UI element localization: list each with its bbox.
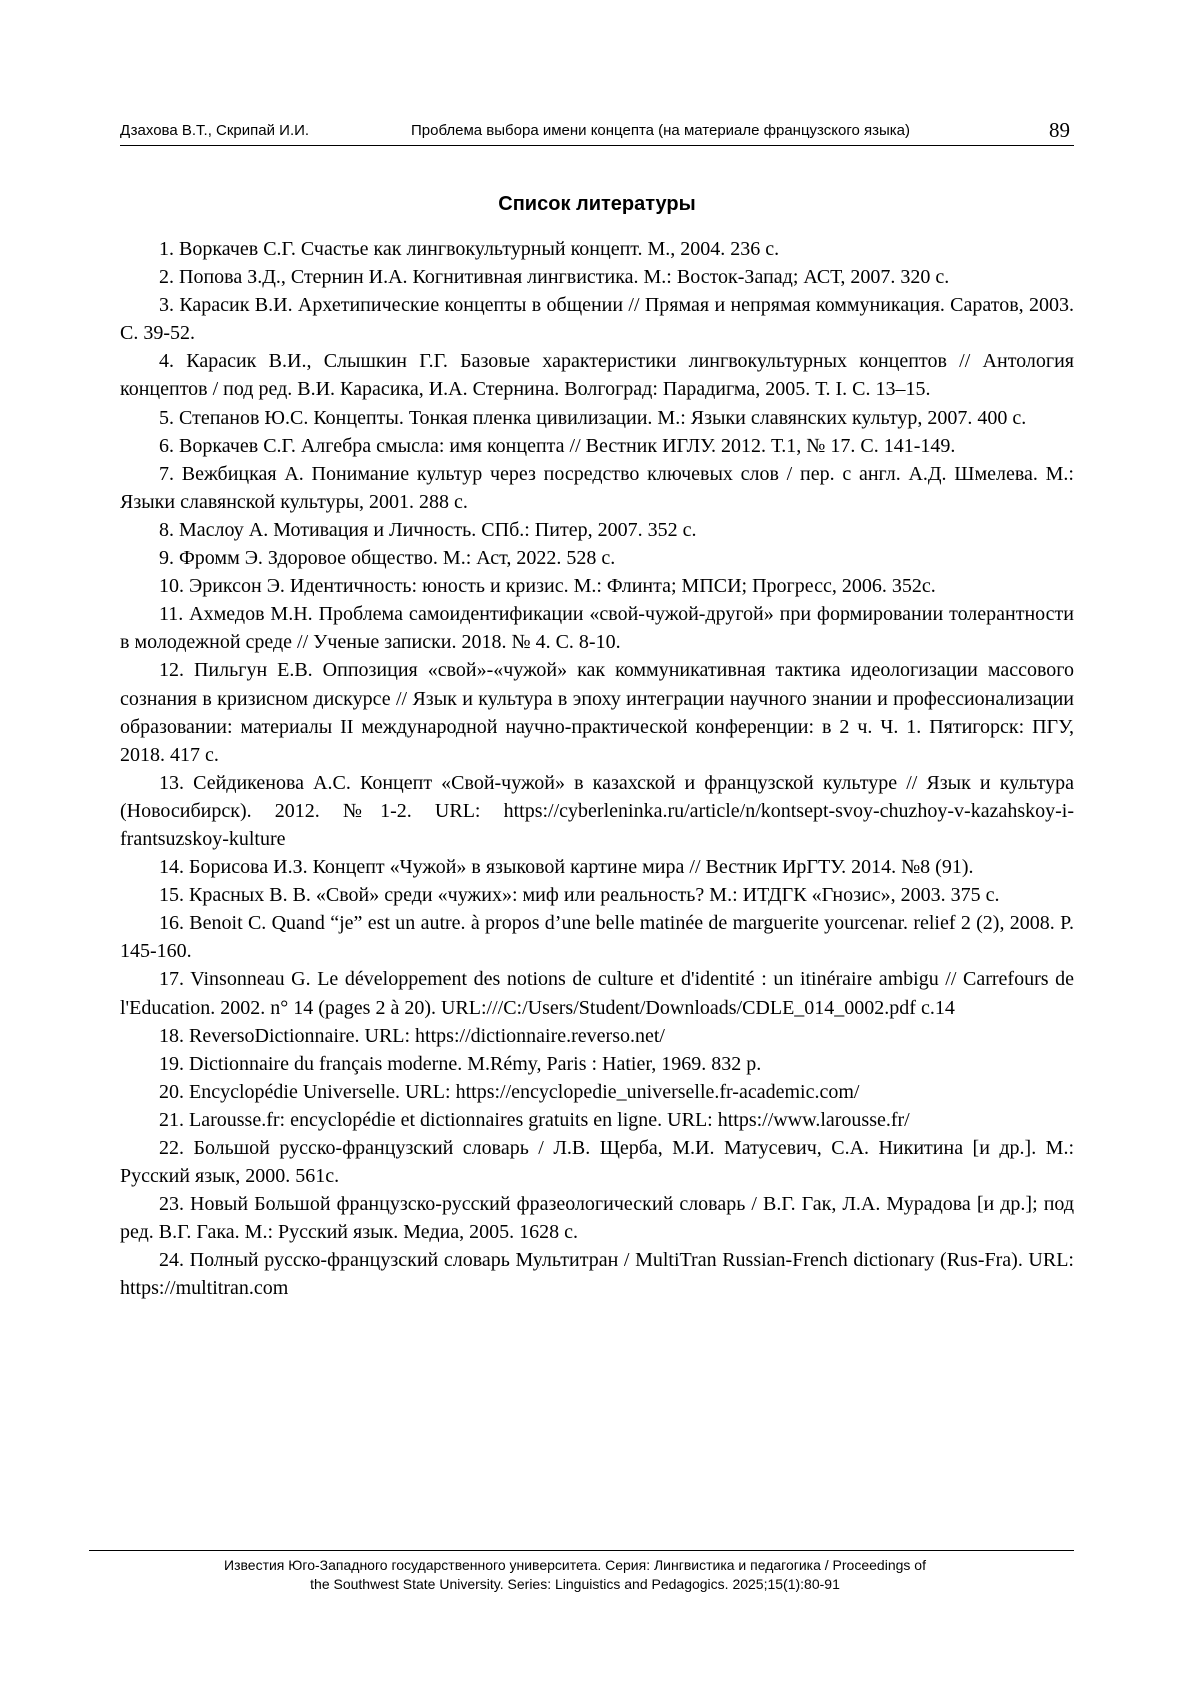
reference-item: 13. Сейдикенова А.С. Концепт «Свой-чужой» в казахской и французской культуре // Язык и культура (Новосибирск). 2012. №1-2. URL: https://cyberleninka.ru/article/n/kontsept-svoy-chuzhoy-v-kazahskoy-i-frantsuzskoy-kulture — [120, 771, 1074, 850]
reference-item: 11. Ахмедов М.Н. Проблема самоидентификации «свой-чужой-другой» при формировании толерантности в молодежной среде // Ученые записки. 2018. № 4. С. 8-10. — [120, 603, 1074, 654]
reference-list — [120, 235, 1074, 1303]
reference-item: 10. Эриксон Э. Идентичность: юность и кризис. М.: Флинта; МПСИ; Прогресс, 2006. 352с. — [159, 575, 936, 598]
footer-divider — [89, 1550, 1074, 1551]
reference-item: 3. Карасик В.И. Архетипические концепты в общении // Прямая и непрямая коммуникация. Саратов, 2003. С. 39-52. — [120, 294, 1074, 345]
reference-item: 24. Полный русско-французский словарь Мультитран / MultiTran Russian-French dictionary (Rus-Fra). URL: https://multitran.com — [120, 1249, 1074, 1300]
reference-item: 17. Vinsonneau G. Le développement des notions de culture et d'identité : un itinéraire ambigu // Carrefours de l'Education. 2002. n° 14 (pages 2 à 20). URL:///C:/Users/Student/​Downloads/CDLE_014_0002.pdf c.14 — [120, 968, 1074, 1019]
reference-item: 21. Larousse.fr: encyclopédie et dictionnaires gratuits en ligne. URL: https://www.larousse.fr/ — [159, 1108, 910, 1131]
reference-item: 19. Dictionnaire du français moderne. M.Rémy, Paris : Hatier, 1969. 832 p. — [159, 1052, 762, 1075]
reference-item: 23. Новый Большой французско-русский фразеологический словарь / В.Г. Гак, Л.А. Мурадова [и др.]; под ред. В.Г. Гака. М.: Русский язык. Медиа, 2005. 1628 с. — [120, 1193, 1074, 1244]
reference-item: 5. Степанов Ю.С. Концепты. Тонкая пленка цивилизации. М.: Языки славянских культур, 2007. 400 с. — [159, 406, 1027, 429]
reference-item: 16. Benoit C. Quand “je” est un autre. à propos d’une belle matinée de marguerite yourcenar. relief 2 (2), 2008. P. 145-160. — [120, 912, 1074, 963]
header-divider — [120, 145, 1074, 146]
reference-item: 20. Encyclopédie Universelle. URL: https://encyclopedie_universelle.fr-academic.com/ — [159, 1080, 860, 1103]
reference-item: 4. Карасик В.И., Слышкин Г.Г. Базовые характеристики лингвокультурных концептов // Антология концептов / под ред. В.И. Карасика, И.А. Стернина. Волгоград: Парадигма, 2005. Т. I. С. 13–15. — [120, 350, 1074, 401]
reference-item: 1. Воркачев С.Г. Счастье как лингвокультурный концепт. М., 2004. 236 с. — [159, 238, 780, 260]
reference-item: 18. ReversoDictionnaire. URL: https://dictionnaire.reverso.net/ — [159, 1024, 665, 1047]
reference-item: 9. Фромм Э. Здоровое общество. М.: Аст, 2022. 528 с. — [159, 547, 616, 570]
reference-item: 15. Красных В. В. «Свой» среди «чужих»: миф или реальность? М.: ИТДГК «Гнозис», 2003. 375 с. — [159, 884, 1000, 907]
reference-item: 2. Попова З.Д., Стернин И.А. Когнитивная лингвистика. М.: Восток-Запад; АСТ, 2007. 320 с. — [159, 266, 950, 289]
header-authors: Дзахова В.Т., Скрипай И.И. — [120, 122, 310, 139]
reference-item: 7. Вежбицкая А. Понимание культур через посредство ключевых слов / пер. с англ. А.Д. Шмелева. М.: Языки славянской культуры, 2001. 288 с. — [120, 462, 1074, 513]
journal-footer — [100, 1556, 1050, 1594]
page-number: 89 — [1049, 118, 1070, 142]
footer-line-1: Известия Юго-Западного государственного университета. Серия: Лингвистика и педагогика / Proceedings of — [224, 1557, 926, 1573]
reference-item: 22. Большой русско-французский словарь / Л.В. Щерба, М.И. Матусевич, С.А. Никитина [и др.]. М.: Русский язык, 2000. 561с. — [120, 1137, 1074, 1188]
footer-line-2: the Southwest State University. Series: Linguistics and Pedagogics. 2025;15(1):80-91 — [310, 1576, 840, 1592]
reference-item: 12. Пильгун Е.В. Оппозиция «свой»-«чужой» как коммуникативная тактика идеологизации массового сознания в кризисном дискурсе // Язык и культура в эпоху интеграции научного знании и профессионализации образовании: материалы II международной научно-практической конференции: в 2 ч. Ч. 1. Пятигорск: ПГУ, 2018. 417 с. — [120, 659, 1074, 766]
reference-item: 14. Борисова И.З. Концепт «Чужой» в языковой картине мира // Вестник ИрГТУ. 2014. №8 (91). — [159, 856, 974, 879]
reference-item: 8. Маслоу А. Мотивация и Личность. СПб.: Питер, 2007. 352 с. — [159, 518, 697, 541]
header-article-title: Проблема выбора имени концепта (на материале французского языка) — [411, 122, 910, 139]
section-title: Список литературы — [498, 193, 696, 215]
reference-item: 6. Воркачев С.Г. Алгебра смысла: имя концепта // Вестник ИГЛУ. 2012. Т.1, № 17. С. 141-149. — [159, 434, 956, 457]
